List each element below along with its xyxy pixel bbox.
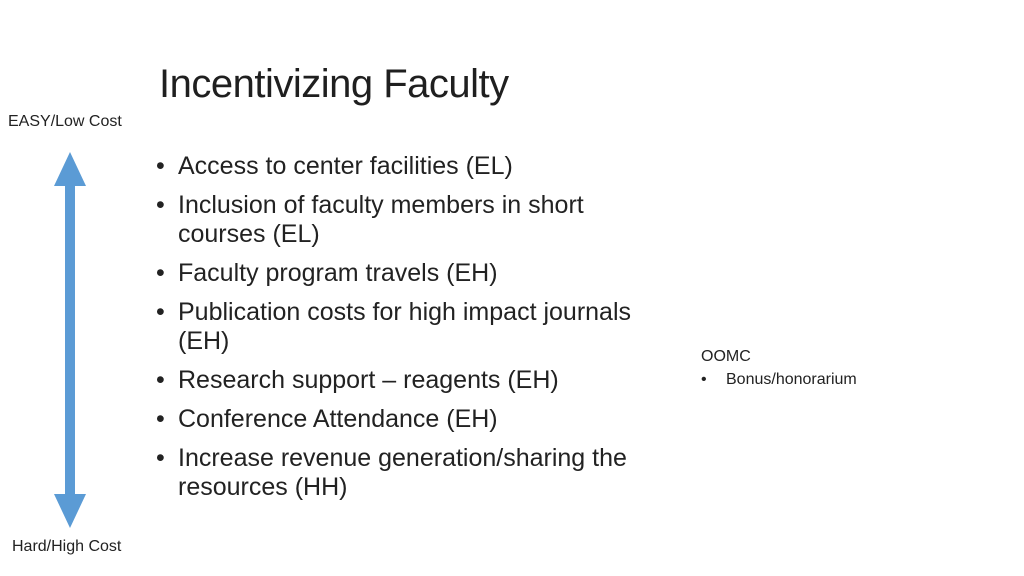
list-item-text: Increase revenue generation/sharing the resources (HH) xyxy=(178,444,627,501)
list-item xyxy=(156,444,646,502)
list-item-text: Publication costs for high impact journals (EH) xyxy=(178,298,632,355)
bullet-dot: • xyxy=(156,298,165,326)
bullet-dot: • xyxy=(156,191,165,219)
list-item xyxy=(156,366,646,395)
list-item-text: Access to center facilities (EL) xyxy=(178,152,513,180)
bullet-dot: • xyxy=(701,371,707,388)
side-note xyxy=(701,347,941,390)
bullet-dot: • xyxy=(156,405,165,433)
side-note-heading: OOMC xyxy=(701,348,751,365)
bullet-dot: • xyxy=(156,259,165,287)
double-arrow-icon xyxy=(52,150,88,530)
list-item-text: Conference Attendance (EH) xyxy=(178,405,498,433)
list-item xyxy=(156,191,646,249)
slide-title: Incentivizing Faculty xyxy=(159,62,509,106)
scale-bottom-label: Hard/High Cost xyxy=(12,538,122,555)
bullet-dot: • xyxy=(156,366,165,394)
incentive-list xyxy=(156,152,646,512)
bullet-dot: • xyxy=(156,444,165,472)
list-item-text: Faculty program travels (EH) xyxy=(178,259,498,287)
list-item xyxy=(156,405,646,434)
list-item-text: Research support – reagents (EH) xyxy=(178,366,559,394)
list-item xyxy=(156,259,646,288)
list-item-text: Bonus/honorarium xyxy=(726,371,857,388)
list-item xyxy=(156,152,646,181)
bullet-dot: • xyxy=(156,152,165,180)
list-item xyxy=(701,370,941,390)
scale-top-label: EASY/Low Cost xyxy=(8,113,122,130)
list-item-text: Inclusion of faculty members in short courses (EL) xyxy=(178,191,584,248)
side-note-list xyxy=(701,370,941,390)
list-item xyxy=(156,298,646,356)
